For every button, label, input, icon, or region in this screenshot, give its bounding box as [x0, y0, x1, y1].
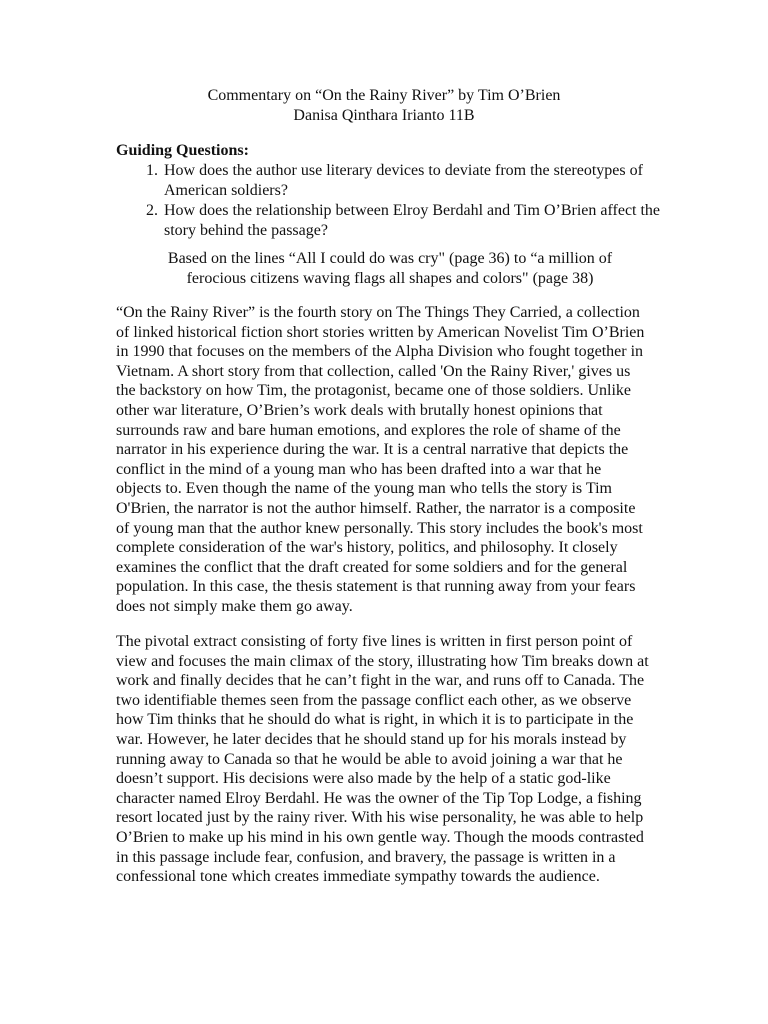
guiding-questions-heading: Guiding Questions: [116, 142, 249, 159]
passage-range-note [130, 249, 650, 289]
document-author: Danisa Qinthara Irianto 11B [293, 107, 475, 124]
guiding-questions-list [116, 161, 676, 241]
guiding-questions-section [116, 141, 676, 241]
body-paragraph-2: The pivotal extract consisting of forty five lines is written in first person point of view and focuses the main climax of the story, illustrating how Tim breaks down at work and finally decides that he can’t fight in the war, and runs off to Canada. The two identifiable themes seen from the passage conflict each other, as we observe how Tim thinks that he should do what is right, in which it is to participate in the war. However, he later decides that he should stand up for his morals instead by running away to Canada so that he would be able to avoid joining a war that he doesn’t support. His decisions were also made by the help of a static god-like character named Elroy Berdahl. He was the owner of the Tip Top Lodge, a fishing resort located just by the rainy river. With his wise personality, he was able to help O’Brien to make up his mind in his own gentle way. Though the moods contrasted in this passage include fear, confusion, and bravery, the passage is written in a confessional tone which creates immediate sympathy towards the audience. [116, 633, 649, 886]
document-header [0, 86, 768, 126]
body-paragraph-1: “On the Rainy River” is the fourth story on The Things They Carried, a collection of linked historical fiction short stories written by American Novelist Tim O’Brien in 1990 that focuses on the members of the Alpha Division who fought together in Vietnam. A short story from that collection, called 'On the Rainy River,' gives us the backstory on how Tim, the protagonist, became one of those soldiers. Unlike other war literature, O’Brien’s work deals with brutally honest opinions that surrounds raw and bare human emotions, and explores the role of shame of the narrator in his experience during the war. It is a central narrative that depicts the conflict in the mind of a young man who has been drafted into a war that he objects to. Even though the name of the young man who tells the story is Tim O'Brien, the narrator is not the author himself. Rather, the narrator is a composite of young man that the author knew personally. This story includes the book's most complete consideration of the war's history, politics, and philosophy. It closely examines the conflict that the draft created for some soldiers and for the general population. In this case, the thesis statement is that running away from your fears does not simply make them go away. [116, 304, 645, 615]
passage-range-line-2: ferocious citizens waving flags all shapes and colors" (page 38) [186, 270, 594, 287]
guiding-question-1: 1. How does the author use literary devices to deviate from the stereotypes of American soldiers? [162, 161, 676, 201]
passage-range-line-1: Based on the lines “All I could do was cry" (page 36) to “a million of [167, 250, 613, 267]
guiding-question-2: 2. How does the relationship between Elroy Berdahl and Tim O’Brien affect the story behind the passage? [162, 201, 676, 241]
document-title: Commentary on “On the Rainy River” by Tim O’Brien [207, 87, 561, 104]
